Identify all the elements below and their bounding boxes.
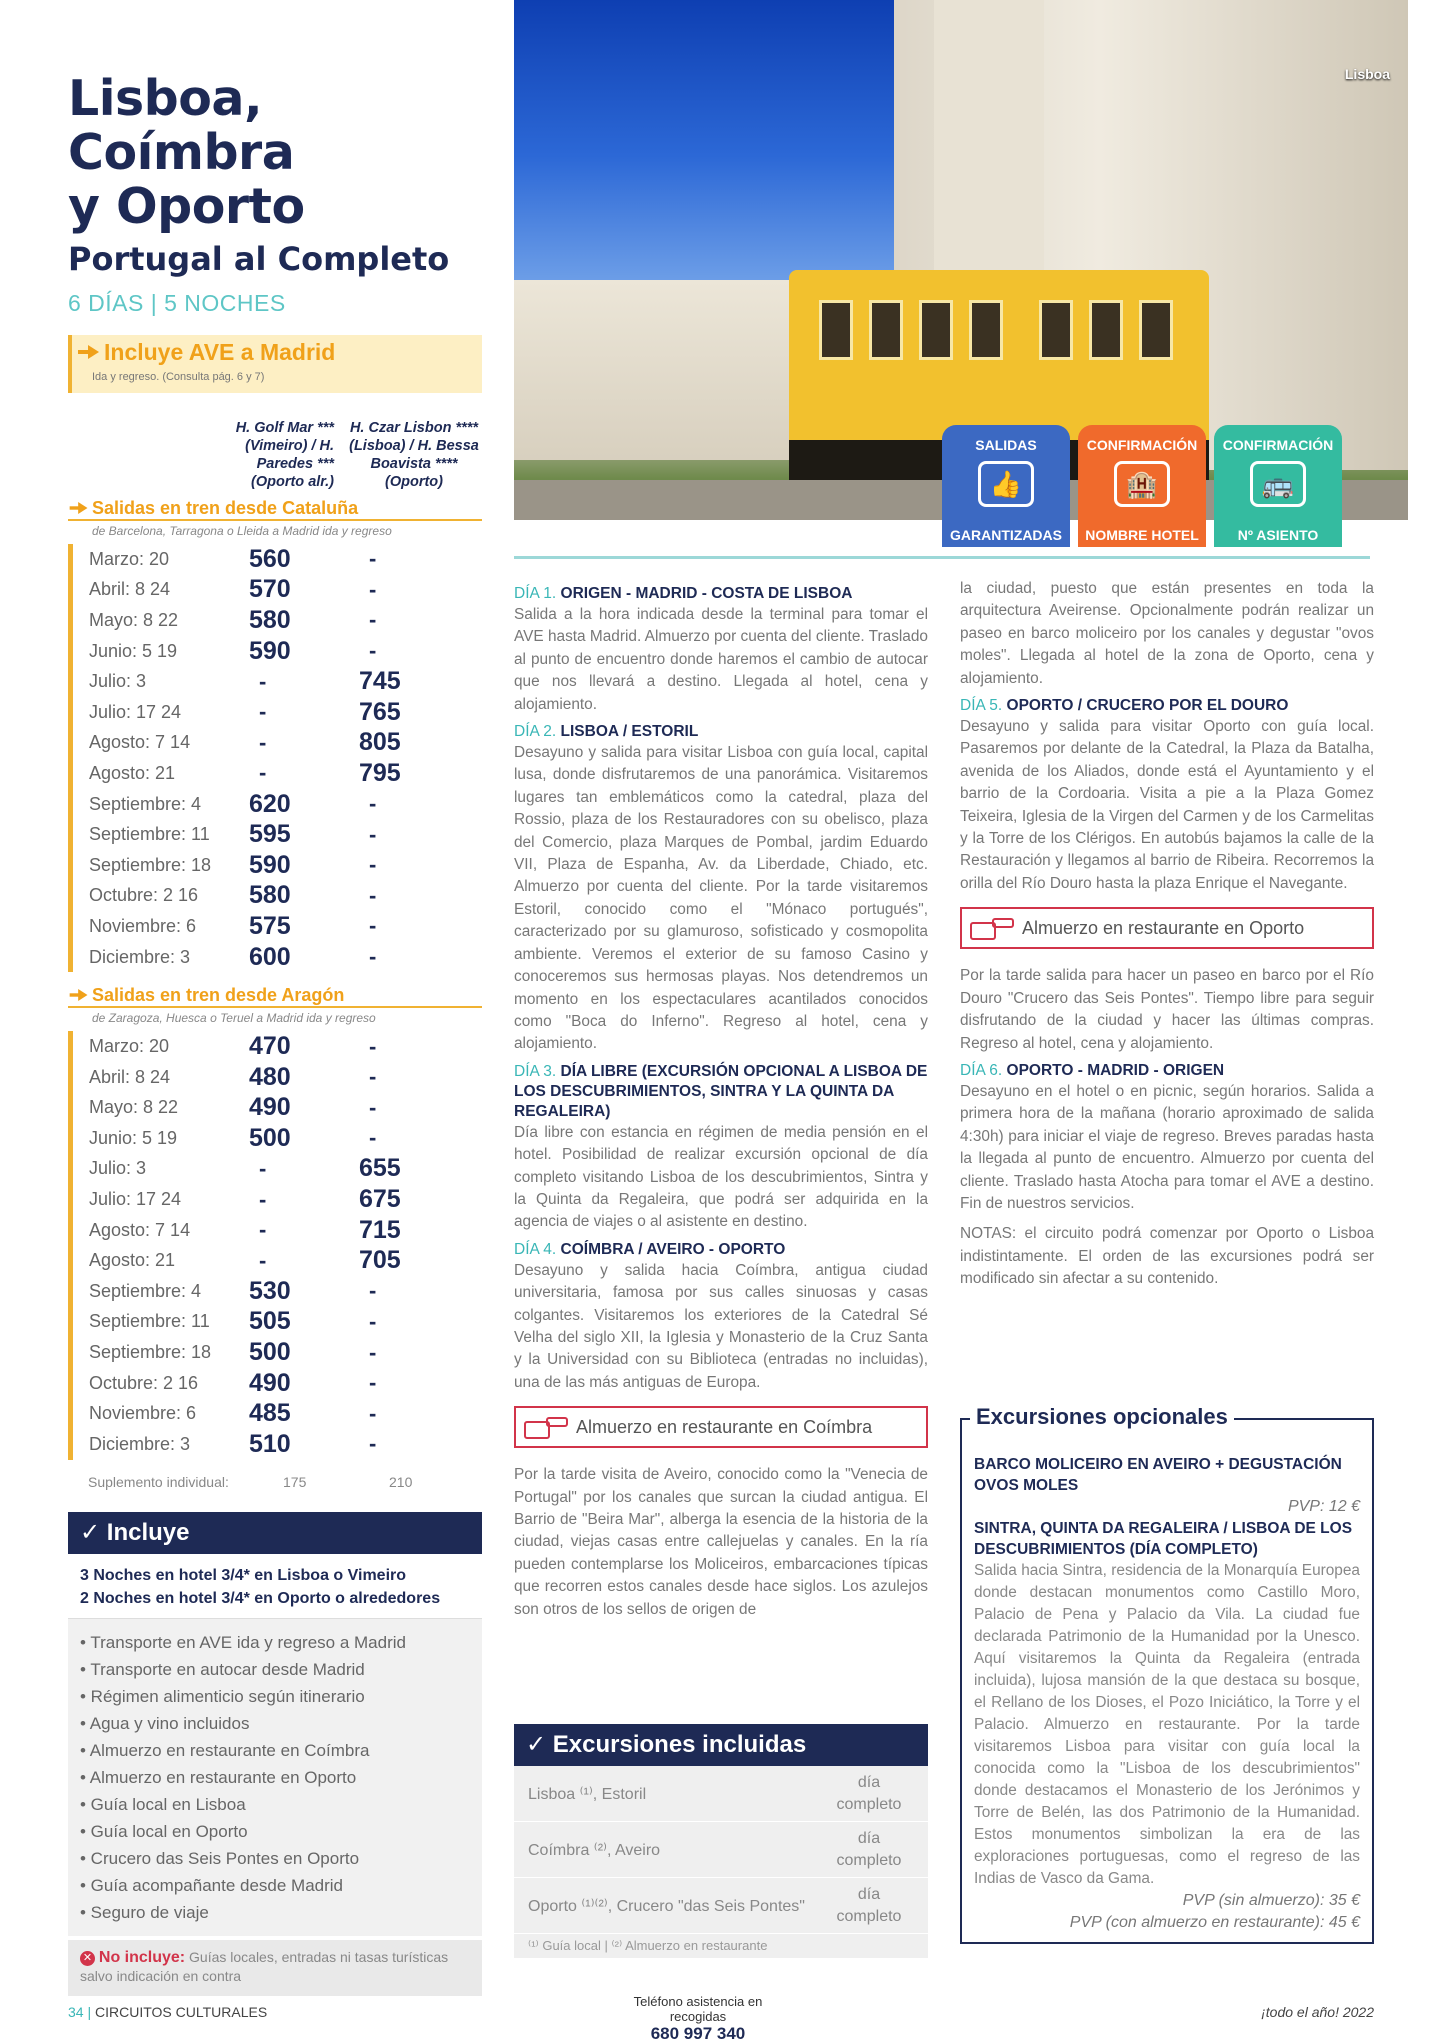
page-number: 34 | [68,2004,92,2020]
footer-center [608,1994,788,2040]
price-hotel-1: 590 [249,636,291,665]
footer-left [68,2004,267,2020]
suplemento-value-2: 210 [389,1473,413,1490]
day-4-text: Desayuno y salida hacia Coímbra, antigua ciudad universitaria, famosa por sus calles sinuosas y casas colgantes. Visitaremos los exteriores de la Catedral Sé Velha del siglo XII, la Iglesia y Monasterio de la Cruz Santa y la Universidad con su Biblioteca (entradas no incluidas), una de las más antiguas de Europa. [514,1261,928,1391]
included-item: • Seguro de viaje [80,1902,209,1922]
price-hotel-1: 575 [249,911,291,940]
aragon-note: de Zaragoza, Huesca o Teruel a Madrid ida y regreso [92,1011,376,1026]
price-row [73,789,482,820]
incluye-list [68,1619,482,1936]
day-number: DÍA 4. [514,1240,557,1258]
hotel-column-2: H. Czar Lisbon **** (Lisboa) / H. Bessa Boavista **** (Oporto) [349,420,479,490]
price-hotel-2: - [369,821,377,847]
price-row [73,911,482,942]
price-hotel-1: 620 [249,789,291,818]
price-hotel-1: - [259,1247,267,1273]
price-hotel-2: - [369,546,377,572]
day-title: COÍMBRA / AVEIRO - OPORTO [560,1240,786,1258]
date: Junio: 5 19 [89,640,178,661]
price-hotel-2: - [369,1033,377,1059]
price-row [73,1368,482,1399]
included-item: • Almuerzo en restaurante en Oporto [80,1767,357,1787]
thumbs-up-icon: 👍 [978,461,1034,507]
price-hotel-2: 765 [359,697,401,726]
included-item: • Guía local en Lisboa [80,1794,246,1814]
price-hotel-1: 580 [249,605,291,634]
aragon-label: Salidas en tren desde Aragón [92,984,345,1005]
price-hotel-1: 500 [249,1338,291,1367]
price-row [73,728,482,759]
day-2-text: Desayuno y salida para visitar Lisboa con guía local, capital lusa, donde disfrutaremos de una panorámica. Visitaremos lugares tan emblemáticos como la catedral, plaza del Rossio, plaza de los Restauradores con su obelisco, plaza del Comercio, plaza Marques de Pombal, jardim Eduardo VII, Plaza de Espanha, Av. da Liberdade, Chiado, etc. Almuerzo por cuenta del cliente. Por la tarde visitaremos Estoril, conocido como el "Mónaco portugués", caracterizado por su glamuroso, sofisticado y cosmopolita ambiente. Veremos el exterior de su famoso Casino y conoceremos sus hermosas playas. Nos detendremos un momento en los espectaculares acantilados conocidos como "Boca do Inferno". Regreso al hotel, cena y alojamiento. [514,744,928,1053]
excursiones-incluidas [514,1724,928,1958]
tram-window [869,300,903,360]
badge-top: CONFIRMACIÓN [1086,437,1198,453]
price-row [73,666,482,697]
day-4-text-3: la ciudad, puesto que están presentes en toda la arquitectura Aveirense. Opcionalmente podrán realizar un paseo en barco moliceiro por los canales y degustar "ovos moles". Llegada al hotel de la zona de Oporto, cena y alojamiento. [960,580,1374,687]
day-5-text: Desayuno y salida para visitar Oporto con guía local. Pasaremos por delante de la Catedral, la Plaza da Batalha, avenida de los Aliados, donde está el Ayuntamiento y el barrio de la Cordoaria. Visita a pie a la Plaza Gomez Teixeira, Iglesia de la Virgen del Carmen y de los Carmelitas y la Torre de los Clérigos. En autobús bajamos la calle de la Restauración y llegamos al barrio de Ribeira. Recorremos la orilla del Río Douro hasta la plaza Enrique el Navegante. [960,718,1374,892]
price-hotel-1: - [259,699,267,725]
price-hotel-2: - [369,1064,377,1090]
date: Marzo: 20 [89,1036,170,1057]
incluye-box [68,1512,482,1996]
date: Septiembre: 18 [89,854,212,875]
date: Julio: 3 [89,1158,147,1179]
no-incluye [68,1940,482,1996]
price-row [73,1093,482,1124]
price-hotel-1: 485 [249,1399,291,1428]
lunch-coimbra [514,1406,928,1448]
incluye-hotel-2: 2 Noches en hotel 3/4* en Oporto o alrededores [80,1589,441,1607]
hotel-column-1: H. Golf Mar *** (Vimeiro) / H. Paredes *** (Oporto alr.) [235,420,334,490]
price-row [73,697,482,728]
lunch-oporto [960,907,1374,949]
price-hotel-2: - [369,852,377,878]
date: Mayo: 8 22 [89,609,179,630]
incluye-hotels [68,1554,482,1619]
arrow-right-icon [78,343,100,361]
price-hotel-2: 745 [359,667,401,696]
incluye-header: ✓ Incluye [68,1512,482,1554]
included-item: • Agua y vino incluidos [80,1713,250,1733]
optional-excursion-1-price: PVP: 12 € [1287,1498,1360,1515]
price-hotel-2: - [369,882,377,908]
price-row [73,758,482,789]
badge-bottom: GARANTIZADAS [950,527,1062,543]
tram-window [1089,300,1123,360]
price-hotel-2: - [369,638,377,664]
price-hotel-1: - [259,729,267,755]
lunch-label: Almuerzo en restaurante en Oporto [1022,918,1305,939]
day-number: DÍA 2. [514,723,557,741]
day-2-title [514,722,928,742]
suplemento-row [68,1474,482,1490]
price-hotel-1: 580 [249,881,291,910]
excursion-row [514,1878,928,1934]
page-subtitle: Portugal al Completo [68,240,450,278]
price-hotel-2: - [369,1370,377,1396]
day-title: LISBOA / ESTORIL [560,723,699,741]
left-column [68,72,482,1996]
date: Septiembre: 11 [89,1311,210,1332]
day-3-text: Día libre con estancia en régimen de media pensión en el hotel. Posibilidad de realizar excursión opcional de día completo visitando Lisboa de los descubrimientos, Sintra y la Quinta da Regaleira, que podrá ser adquirida en la agencia de viajes o al asistente en destino. [514,1123,928,1231]
optional-excursion-1-title: BARCO MOLICEIRO EN AVEIRO + DEGUSTACIÓN OVOS MOLES [974,1456,1342,1494]
date: Noviembre: 6 [89,915,197,936]
title-line-1: Lisboa, Coímbra [68,70,295,181]
suplemento-label: Suplemento individual: [88,1473,229,1490]
ave-label: Incluye AVE a Madrid [104,338,336,365]
price-hotel-1: 505 [249,1307,291,1336]
excursion-row [514,1766,928,1822]
photo-caption: Lisboa [1344,66,1390,82]
excursion-name: Lisboa ⁽¹⁾, Estoril [528,1785,647,1803]
price-hotel-1: 590 [249,850,291,879]
excursion-duration: día completo [836,1885,902,1925]
incluye-hotel-1: 3 Noches en hotel 3/4* en Lisboa o Vimeiro [80,1566,407,1584]
day-1-title [514,584,928,604]
no-incluye-label: No incluye: [98,1948,186,1966]
badge-asiento [1214,425,1342,547]
tram-window [1139,300,1173,360]
price-hotel-1: - [259,760,267,786]
price-row [73,1337,482,1368]
price-hotel-2: - [369,1278,377,1304]
price-hotel-1: 490 [249,1368,291,1397]
date: Agosto: 7 14 [89,732,191,753]
price-row [73,819,482,850]
day-title: DÍA LIBRE (EXCURSIÓN OPCIONAL A LISBOA DE LOS DESCUBRIMIENTOS, SINTRA Y LA QUINTA DA REGALEIRA) [514,1062,928,1120]
price-row [73,1276,482,1307]
price-hotel-2: - [369,1339,377,1365]
excursiones-incluidas-footnote: ⁽¹⁾ Guía local | ⁽²⁾ Almuerzo en restaurante [514,1934,928,1958]
date: Junio: 5 19 [89,1127,178,1148]
phone-number: 680 997 340 [650,2024,746,2040]
price-hotel-1: 490 [249,1093,291,1122]
date: Octubre: 2 16 [89,885,199,906]
tram-window [969,300,1003,360]
arrow-right-icon [70,988,89,1003]
price-hotel-2: - [369,1125,377,1151]
excursiones-incluidas-header: ✓ Excursiones incluidas [514,1724,928,1766]
price-hotel-2: - [369,913,377,939]
day-5-title [960,696,1374,716]
aragon-header [68,984,482,1008]
date: Julio: 3 [89,671,147,692]
cataluna-note: de Barcelona, Tarragona o Lleida a Madrid ida y regreso [92,524,392,538]
price-hotel-1: 480 [249,1062,291,1091]
included-item: • Almuerzo en restaurante en Coímbra [80,1740,370,1760]
price-row [73,942,482,973]
cataluna-label: Salidas en tren desde Cataluña [92,497,359,518]
day-4-title [514,1240,928,1260]
lunch-label: Almuerzo en restaurante en Coímbra [576,1416,873,1437]
price-hotel-2: - [369,791,377,817]
included-item: • Transporte en AVE ida y regreso a Madrid [80,1632,406,1652]
footer-year: ¡todo el año! 2022 [1261,2004,1374,2020]
price-hotel-2: - [369,1400,377,1426]
price-hotel-1: 530 [249,1276,291,1305]
day-title: ORIGEN - MADRID - COSTA DE LISBOA [560,585,853,602]
included-item: • Régimen alimenticio según itinerario [80,1686,365,1706]
included-item: • Transporte en autocar desde Madrid [80,1659,365,1679]
excursiones-opcionales-header: Excursiones opcionales [970,1404,1234,1430]
date: Agosto: 21 [89,762,176,783]
price-hotel-1: 560 [249,544,291,573]
price-row [73,575,482,606]
excursion-duration: día completo [836,1773,902,1813]
cataluna-price-table [68,544,482,972]
badge-bottom: NOMBRE HOTEL [1085,527,1199,543]
close-circle-icon: ✕ [80,1951,95,1966]
price-row [73,1184,482,1215]
price-hotel-1: 600 [249,942,291,971]
day-number: DÍA 5. [960,697,1003,715]
optional-excursion-2-title: SINTRA, QUINTA DA REGALEIRA / LISBOA DE LOS DESCUBRIMIENTOS (DÍA COMPLETO) [974,1520,1353,1558]
day-1-text: Salida a la hora indicada desde la terminal para tomar el AVE hasta Madrid. Almuerzo por cuenta del cliente. Traslado al punto de encuentro donde haremos el cambio de autocar que nos llevará a destino. Llegada al hotel, cena y alojamiento. [514,606,928,713]
date: Abril: 8 24 [89,1066,171,1087]
price-hotel-1: 595 [249,820,291,849]
optional-excursion-2-text: Salida hacia Sintra, residencia de la Monarquía Europea donde destacan monumentos como Castillo Moro, Palacio de Pena y Palacio da Vila. La ciudad fue declarada Patrimonio de la Humanidad por la Unesco. Aquí visitaremos la Quinta da Regaleira (entrada incluida), lujosa mansión de la que destaca su bosque, el Rellano de los Dioses, el Pozo Iniciático, la Torre y el Palacio. Almuerzo en restaurante. Por la tarde visitaremos Lisboa para visitar con guía local la conocida como la "Lisboa de los descubrimientos" donde destacamos el Monasterio de los Jerónimos y Torre de Belén, las dos Patrimonio de la Humanidad. Estos monumentos simbolizan la era de las exploraciones portuguesas, como el regreso de las Indias de Vasco da Gama. [974,1562,1360,1887]
price-row [73,1154,482,1185]
price-row [73,1307,482,1338]
arrow-right-icon [70,500,89,515]
tram-window [1039,300,1073,360]
badges [942,425,1342,547]
price-row [73,544,482,575]
price-hotel-2: 705 [359,1246,401,1275]
date: Julio: 17 24 [89,1189,182,1210]
price-hotel-1: 510 [249,1429,291,1458]
price-hotel-2: - [369,576,377,602]
date: Agosto: 21 [89,1250,176,1271]
date: Julio: 17 24 [89,701,182,722]
included-item: • Guía local en Oporto [80,1821,248,1841]
day-3-title [514,1062,928,1122]
day-6-title [960,1061,1374,1081]
day-number: DÍA 3. [514,1062,557,1080]
price-row [73,1429,482,1460]
hotel-headers [68,419,482,491]
price-hotel-1: 470 [249,1032,291,1061]
price-row [73,1398,482,1429]
aragon-price-table [68,1031,482,1459]
price-hotel-2: - [369,1094,377,1120]
price-hotel-1: 570 [249,575,291,604]
ave-box [68,335,482,393]
price-hotel-2: - [369,1431,377,1457]
price-row [73,605,482,636]
date: Agosto: 7 14 [89,1219,191,1240]
hotel-icon: 🏨 [1114,461,1170,507]
price-row [73,850,482,881]
price-row [73,1215,482,1246]
price-hotel-2: 715 [359,1215,401,1244]
page-title [68,72,482,234]
title-line-2: y Oporto [68,178,305,235]
date: Septiembre: 18 [89,1342,212,1363]
excursion-duration: día completo [836,1829,902,1869]
price-row [73,1031,482,1062]
excursion-name: Coímbra ⁽²⁾, Aveiro [528,1841,661,1859]
price-row [73,881,482,912]
badge-salidas-garantizadas [942,425,1070,547]
date: Noviembre: 6 [89,1403,197,1424]
day-6-text: Desayuno en el hotel o en picnic, según horarios. Salida a primera hora de la mañana (horario aproximado de salida 4:30h) para iniciar el viaje de regreso. Breves paradas hasta la llegada al punto de encuentro. Almuerzo por cuenta del cliente. Traslado hasta Atocha para tomar el AVE a destino. Fin de nuestros servicios. [960,1082,1374,1212]
badge-nombre-hotel [1078,425,1206,547]
price-row [73,1062,482,1093]
badge-bottom: Nº ASIENTO [1237,527,1319,543]
price-hotel-1: 500 [249,1123,291,1152]
day-5-text-2: Por la tarde salida para hacer un paseo en barco por el Río Douro "Crucero das Seis Pontes". Tiempo libre para seguir disfrutando de la ciudad y hacer las últimas compras. Regreso al hotel, cena y alojamiento. [960,967,1374,1052]
price-row [73,636,482,667]
price-hotel-1: - [259,1217,267,1243]
suplemento-value-1: 175 [283,1473,307,1490]
included-item: • Guía acompañante desde Madrid [80,1875,344,1895]
pointing-hand-icon [524,1415,568,1439]
bus-icon: 🚌 [1250,461,1306,507]
badge-top: CONFIRMACIÓN [1222,437,1334,453]
date: Diciembre: 3 [89,1433,191,1454]
itinerary-column-1 [514,578,928,1621]
optional-excursion-2-price-1: PVP (sin almuerzo): 35 € [1182,1892,1360,1909]
date: Marzo: 20 [89,548,170,569]
excursiones-incluidas-rows [514,1766,928,1934]
price-hotel-2: 795 [359,758,401,787]
day-number: DÍA 6. [960,1061,1003,1079]
date: Octubre: 2 16 [89,1372,199,1393]
price-hotel-1: - [259,1186,267,1212]
excursion-row [514,1822,928,1878]
included-item: • Crucero das Seis Pontes en Oporto [80,1848,360,1868]
day-title: OPORTO / CRUCERO POR EL DOURO [1006,697,1289,715]
optional-excursion-2-price-2: PVP (con almuerzo en restaurante): 45 € [1069,1914,1360,1931]
date: Septiembre: 4 [89,1280,202,1301]
excursiones-opcionales [960,1404,1374,1944]
pointing-hand-icon [970,916,1014,940]
excursion-name: Oporto ⁽¹⁾⁽²⁾, Crucero "das Seis Pontes" [528,1897,805,1915]
date: Septiembre: 11 [89,824,210,845]
price-hotel-2: 805 [359,728,401,757]
section-name: CIRCUITOS CULTURALES [95,2004,268,2020]
tram-window [819,300,853,360]
ave-note: Ida y regreso. (Consulta pág. 6 y 7) [92,371,265,383]
day-4-text-2: Por la tarde visita de Aveiro, conocido como la "Venecia de Portugal" por los canales que surcan la ciudad antigua. El Barrio de "Beira Mar", alberga la esencia de la historia de la ciudad, viejas casas entre callejuelas y canales. En la ría pueden contemplarse los Moliceiros, embarcaciones típicas que recorren estos canales desde hace siglos. Los azulejos son otros de los sellos de origen de [514,1466,928,1618]
price-hotel-2: - [369,944,377,970]
itinerary-column-2 [960,578,1374,1291]
monastery-tower [934,0,1044,300]
cataluna-header [68,497,482,521]
no-incluye-text: Guías locales, entradas ni tasas turísticas salvo indicación en contra [80,1948,449,1984]
day-title: OPORTO - MADRID - ORIGEN [1006,1061,1225,1079]
price-hotel-2: - [369,1308,377,1334]
divider [514,556,1370,559]
price-hotel-1: - [259,1155,267,1181]
date: Mayo: 8 22 [89,1097,179,1118]
date: Abril: 8 24 [89,579,171,600]
price-row [73,1123,482,1154]
trip-duration: 6 DÍAS | 5 NOCHES [68,290,286,316]
price-hotel-2: 655 [359,1154,401,1183]
notes: NOTAS: el circuito podrá comenzar por Oporto o Lisboa indistintamente. El orden de las excursiones podrá ser modificado sin afectar a su contenido. [960,1225,1374,1288]
date: Septiembre: 4 [89,793,202,814]
price-hotel-1: - [259,668,267,694]
price-row [73,1245,482,1276]
day-number: DÍA 1. [514,585,557,602]
date: Diciembre: 3 [89,946,191,967]
phone-label: Teléfono asistencia en recogidas [633,1994,763,2024]
price-hotel-2: - [369,607,377,633]
price-hotel-2: 675 [359,1185,401,1214]
badge-top: SALIDAS [975,437,1037,453]
tram-window [919,300,953,360]
